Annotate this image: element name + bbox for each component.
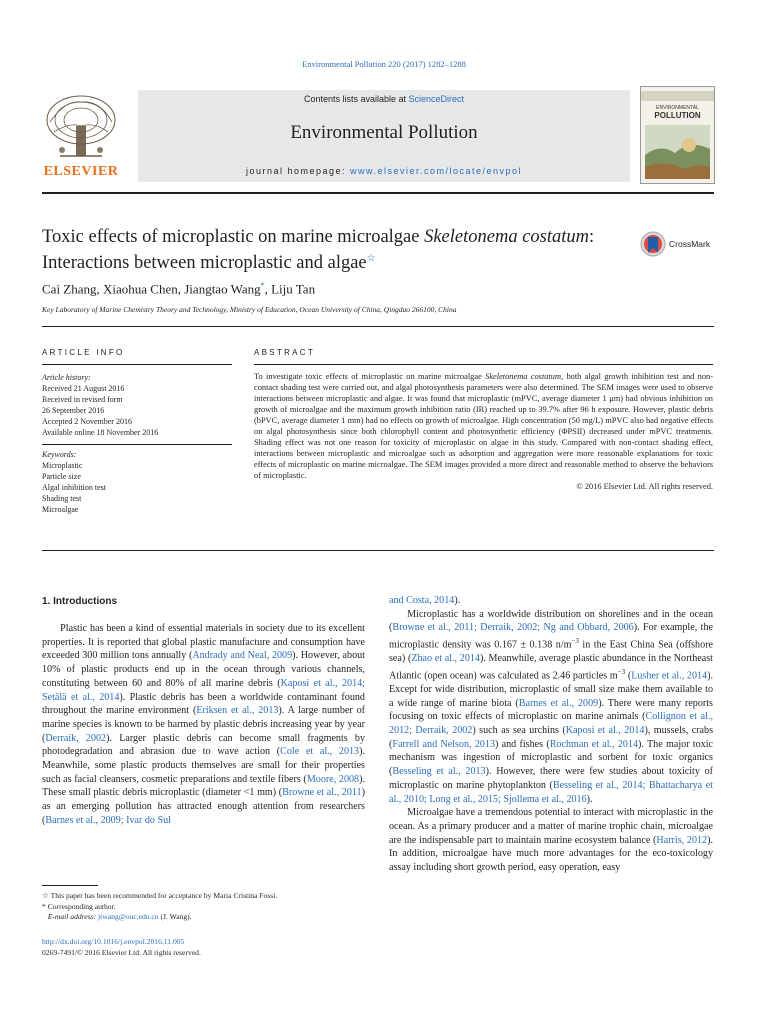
abstract-text-part2: , both algal growth inhibition test and non-contact shading test were carried out, and algal photosynthesis parameters were also determined. The SEM images were used to observe interactions between microplastic and algae. It was found that microplastic (mPVC, average diameter 1 μm) had obvious inhibition on growth of microalgae and the maximum growth inhibition ratio (IR) reached up to 39.7% after 96 h exposure. However, plastic debris (bPVC, average diameter 1 mm) had no effects on growth of microalgae. High concentration (50 mg/L) mPVC also had negative effects on algal photosynthesis since both chlorophyll content and photosynthetic efficiency (ΦPSII) decreased under mPVC treatments. Shading effect was not one reason for toxicity of microplastic on algae in this study. Compared with non-contact shading effect, interactions between microplastic and microalgae such as adsorption and aggregation were more reasonable explanations for toxic effects of microplastic on marine microalgae. The SEM images provided a more direct and reasonable method to observe the behaviors of microplastic. xyxy=(254,372,714,480)
reference-link[interactable]: Barnes et al., 2009; Ivar do Sul xyxy=(45,814,171,826)
reference-link[interactable]: Lusher et al., 2014 xyxy=(631,670,708,682)
reference-link[interactable]: Derraik, 2002 xyxy=(45,732,107,744)
keyword: Particle size xyxy=(42,472,81,481)
body-column-left xyxy=(42,622,365,828)
crossmark-icon xyxy=(640,231,666,257)
title-text-part2: : Interactions between microplastic and algae xyxy=(42,227,595,274)
history-line: 26 September 2016 xyxy=(42,406,105,415)
body-text: ). A large number of marine species is known to be harmed by plastic debris increasing year by year ( xyxy=(42,705,365,744)
paragraph-continuation xyxy=(389,594,713,608)
contents-prefix: Contents lists available at xyxy=(303,94,409,104)
acceptance-footnote: ☆ This paper has been recommended for acceptance by Maria Cristina Fossi. xyxy=(42,891,278,900)
email-label: E-mail address: xyxy=(47,912,99,921)
abstract-end-rule xyxy=(42,550,714,551)
body-text: ). Larger plastic debris can become small fragments by photodegradation and abrasion due to wave action ( xyxy=(42,732,365,758)
body-text: ( xyxy=(625,670,632,682)
journal-cover-thumbnail[interactable] xyxy=(640,86,715,184)
article-info-heading: ARTICLE INFO xyxy=(42,348,125,357)
body-text: ) such as sea urchins ( xyxy=(472,725,566,737)
body-text: ). For example, the microplastic density was 0.167 ± 0.138 n/m xyxy=(389,622,713,651)
article-title xyxy=(42,226,602,274)
cover-title-line2: POLLUTION xyxy=(654,111,701,120)
reference-link[interactable]: Browne et al., 2011 xyxy=(282,787,362,799)
cover-top-strip xyxy=(641,91,714,101)
body-text: Plastic has been a kind of essential materials in society due to its excellent properties. It is reported that global plastic manufacture and consumption have exceeded 300 million tons annually ( xyxy=(42,623,365,662)
sciencedirect-link[interactable]: ScienceDirect xyxy=(408,94,465,104)
article-info-rule xyxy=(42,364,232,365)
reference-link[interactable]: Rochman et al., 2014 xyxy=(549,738,639,750)
superscript: −3 xyxy=(617,667,626,676)
cover-photo-icon xyxy=(645,125,710,179)
superscript: −3 xyxy=(571,637,579,646)
contents-available-line xyxy=(138,94,630,104)
body-text: ). xyxy=(586,793,593,805)
issn-copyright: 0269-7491/© 2016 Elsevier Ltd. All rights reserved. xyxy=(42,947,201,957)
corresponding-author-footnote: * Corresponding author. xyxy=(42,901,116,911)
cover-title-line1: ENVIRONMENTAL xyxy=(656,105,699,111)
section-heading-introductions: 1. Introductions xyxy=(42,596,117,607)
reference-link[interactable]: Harris, 2012 xyxy=(656,834,708,846)
reference-link[interactable]: Barnes et al., 2009 xyxy=(518,697,599,709)
abstract-heading: ABSTRACT xyxy=(254,348,316,357)
abstract-copyright: © 2016 Elsevier Ltd. All rights reserved. xyxy=(576,481,713,491)
history-line: Available online 18 November 2016 xyxy=(42,428,159,437)
body-text: Microalgae have a tremendous potential to interact with microplastic in the ocean. As a primary producer and a matter of marine trophic chain, microalgae are the indispensable part to maintain marine ecosystem balance ( xyxy=(389,807,713,846)
body-text: ), mussels, crabs ( xyxy=(389,725,713,750)
body-text: ). In addition, microalgae have much more advantages for the eco-toxicology assay including short growth period, easy operation, easy xyxy=(389,834,713,874)
abstract-rule xyxy=(254,364,713,365)
keyword: Microalgae xyxy=(42,505,79,514)
title-species: Skeletonema costatum xyxy=(424,227,590,247)
history-line: Accepted 2 November 2016 xyxy=(42,417,132,426)
author-name[interactable]: Liju Tan xyxy=(271,281,316,297)
title-footnote-mark[interactable]: ☆ xyxy=(366,253,376,264)
keywords-label: Keywords: xyxy=(42,450,77,459)
keyword: Microplastic xyxy=(42,461,83,470)
crossmark-badge[interactable] xyxy=(640,231,720,259)
journal-homepage-link[interactable]: www.elsevier.com/locate/envpol xyxy=(350,166,523,176)
body-text: ). xyxy=(454,595,461,606)
reference-link[interactable]: and Costa, 2014 xyxy=(389,595,455,606)
header-rule xyxy=(42,192,714,194)
body-text: ). Plastic debris has been a worldwide contaminant found throughout the marine environment ( xyxy=(42,691,365,717)
abstract-species: Skeletonema costatum xyxy=(485,372,562,381)
reference-link[interactable]: Kaposi et al., 2014 xyxy=(565,725,645,737)
body-text: in the East China Sea (offshore sea) ( xyxy=(389,639,713,665)
history-label: Article history: xyxy=(42,373,91,382)
reference-link[interactable]: Besseling et al., 2013 xyxy=(392,766,486,778)
paragraph xyxy=(389,806,713,875)
body-text: ) and fishes ( xyxy=(495,738,550,750)
footnote-rule xyxy=(42,885,98,886)
paragraph xyxy=(389,608,713,807)
body-text: Microplastic has a worldwide distribution on shorelines and in the ocean ( xyxy=(389,608,713,634)
body-text: ). There were many reports focusing on toxic effects of microplastic on marine animals ( xyxy=(389,697,713,723)
body-text: ). Meanwhile, some plastic products themselves are small for their properties such as facial cleansers, cosmetic preparations and textile fibers ( xyxy=(42,746,365,785)
journal-homepage-line xyxy=(138,166,630,176)
abstract-text-part1: To investigate toxic effects of microplastic on marine microalgae xyxy=(254,372,486,381)
email-footnote xyxy=(42,912,365,923)
history-line: Received in revised form xyxy=(42,395,123,404)
elsevier-wordmark: ELSEVIER xyxy=(43,164,119,179)
email-tail: (J. Wang). xyxy=(158,912,192,921)
doi-block xyxy=(42,937,201,958)
body-text: ). The major toxic mechanism was ingestion of microplastic and sorbent for toxic organics ( xyxy=(389,738,713,778)
reference-link[interactable]: Eriksen et al., 2013 xyxy=(196,705,279,717)
history-line: Received 21 August 2016 xyxy=(42,384,125,393)
body-column-right xyxy=(389,594,713,875)
article-info-block xyxy=(42,372,232,515)
author-list: Cai Zhang, Xiaohua Chen, Jiangtao Wang*, Liju Tan xyxy=(42,281,316,297)
reference-link[interactable]: Moore, 2008 xyxy=(306,773,360,785)
elsevier-tree-icon xyxy=(40,92,122,162)
keywords-divider xyxy=(42,444,232,445)
reference-link[interactable]: Collignon et al., 2012; Derraik, 2002 xyxy=(389,711,713,737)
elsevier-logo[interactable] xyxy=(40,92,122,180)
journal-citation[interactable]: Environmental Pollution 220 (2017) 1282–1288 xyxy=(302,59,466,69)
title-block-rule xyxy=(42,326,714,327)
reference-link[interactable]: Kaposi et al., 2014; Setälä et al., 2014 xyxy=(42,677,365,703)
homepage-prefix: journal homepage: xyxy=(245,166,350,176)
body-text: ). Except for wide distribution, microplastic of small size make them available to a wide range of marine biota ( xyxy=(389,670,713,709)
doi-link[interactable]: http://dx.doi.org/10.1016/j.envpol.2016.11.005 xyxy=(42,937,185,946)
reference-link[interactable]: Farrell and Nelson, 2013 xyxy=(392,738,496,750)
body-text: ). However, there were few studies about toxicity of microplastic on marine phytoplankton ( xyxy=(389,766,714,791)
reference-link[interactable]: Besseling et al., 2014; Bhattacharya et al., 2010; Long et al., 2015; Sjollema et al., 2016 xyxy=(389,779,713,805)
body-text: ). However, about 10% of plastic products end up in the ocean through various channels, constituting between 60 and 80% of all marine debris ( xyxy=(42,650,365,689)
author-affiliation: Key Laboratory of Marine Chemistry Theory and Technology, Ministry of Education, Ocean University of China, Qingdao 266100, China xyxy=(42,305,457,314)
author-name[interactable]: Cai Zhang xyxy=(42,281,97,297)
reference-link[interactable]: Andrady and Neal, 2009 xyxy=(192,650,293,662)
reference-link[interactable]: Cole et al., 2013 xyxy=(280,746,360,758)
journal-name: Environmental Pollution xyxy=(290,122,478,143)
keyword: Algal inhibition test xyxy=(42,483,106,492)
body-text: ) as an emerging pollution has attracted enough attention from researchers ( xyxy=(42,787,365,826)
author-name[interactable]: Xiaohua Chen xyxy=(103,281,178,297)
crossmark-label: CrossMark xyxy=(669,239,711,249)
paragraph xyxy=(42,622,365,828)
body-text: ). Meanwhile, average plastic abundance in the Northeast Atlantic (open ocean) was calculated as 2.46 particles m xyxy=(389,653,713,682)
email-link[interactable]: jtwang@ouc.edu.cn xyxy=(98,912,159,921)
footnotes xyxy=(42,891,365,923)
title-text-part1: Toxic effects of microplastic on marine microalgae xyxy=(42,227,425,247)
abstract-body xyxy=(254,372,713,492)
keyword: Shading test xyxy=(42,494,82,503)
author-name[interactable]: Jiangtao Wang xyxy=(184,281,261,297)
reference-link[interactable]: Browne et al., 2011; Derraik, 2002; Ng and Obbard, 2006 xyxy=(392,622,634,634)
body-text: ). These small plastic debris microplastic (diameter <1 mm) ( xyxy=(42,773,365,799)
corresponding-author-mark[interactable]: * xyxy=(260,281,265,290)
reference-link[interactable]: Zhao et al., 2014 xyxy=(411,653,480,665)
